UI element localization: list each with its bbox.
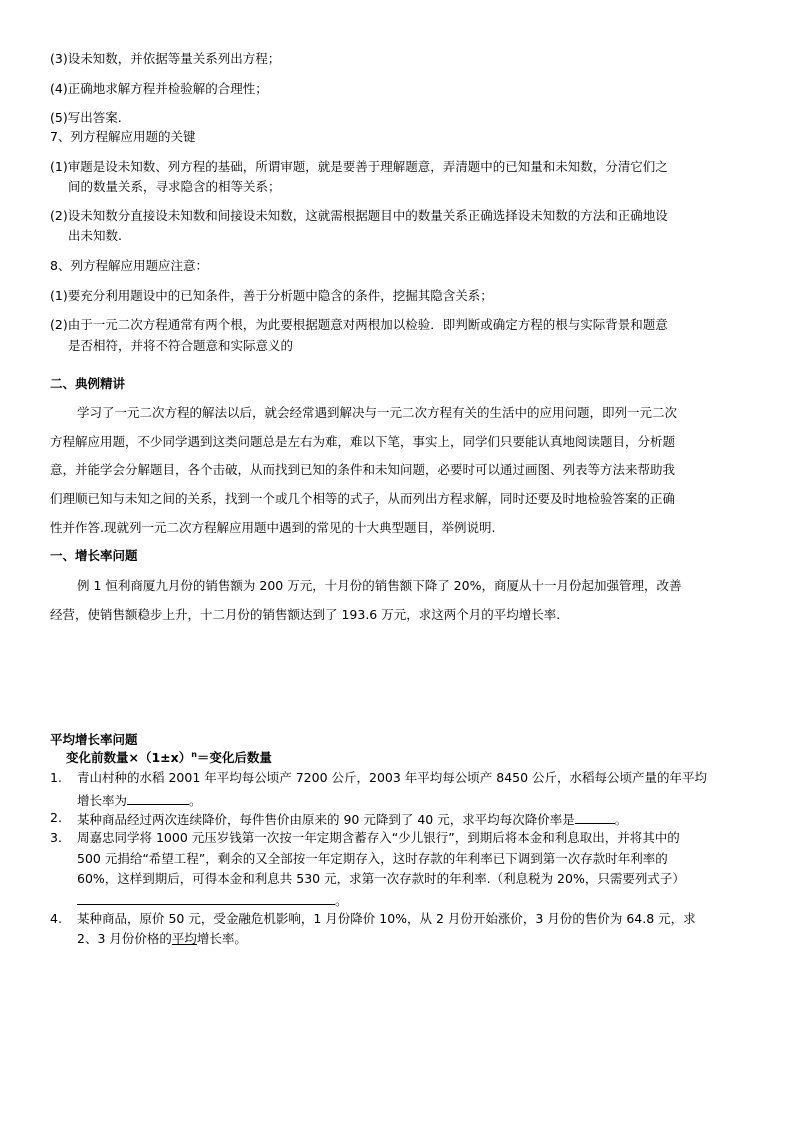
problem-1-end: 。 — [189, 793, 202, 808]
problem-2-text: 某种商品经过两次连续降价，每件售价由原来的 90 元降到了 40 元，求平均每次降价率是 — [77, 812, 575, 827]
problem-3-line-4 — [77, 891, 348, 909]
problem-1-line-1: 青山村种的水稻 2001 年平均每公顷产 7200 公斤，2003 年平均每公顷产 8450 公斤，水稻每公顷产量的年平均 — [77, 770, 708, 785]
formula-left: 变化前数量×（1±x） — [66, 750, 192, 765]
intro-line-4: 们理顺已知与未知之间的关系，找到一个或几个相等的式子，从而列出方程求解，同时还要及时地检验答案的正确 — [50, 491, 676, 506]
problem-4-line-2 — [77, 931, 247, 947]
problem-4-number: 4. — [50, 911, 62, 926]
note-2-line-2: 是否相符，并将不符合题意和实际意义的 — [68, 338, 294, 353]
growth-heading: 一、增长率问题 — [50, 548, 138, 563]
problem-1-text: 增长率为 — [77, 793, 128, 808]
step-4: (4)正确地求解方程并检验解的合理性； — [50, 81, 268, 96]
key-point-1-line-2: 间的数量关系，寻求隐含的相等关系； — [68, 179, 281, 194]
answer-blank — [127, 791, 189, 805]
intro-line-2: 方程解应用题，不少同学遇到这类问题总是左右为难，难以下笔，事实上，同学们只要能认真地阅读题目，分析题 — [50, 434, 676, 449]
problem-4-text: 2、3 月份价格的 — [77, 931, 172, 946]
problem-2-end: 。 — [614, 812, 628, 827]
avg-heading: 平均增长率问题 — [50, 732, 138, 747]
problem-4-line-1: 某种商品，原价 50 元，受金融危机影响，1 月份降价 10%，从 2 月份开始涨价，3 月份的售价为 64.8 元，求 — [77, 911, 696, 926]
problem-3-line-2: 500 元捐给“希望工程”，剩余的又全部按一年定期存入，这时存款的年利率已下调到第一次存款时年利率的 — [77, 851, 668, 866]
step-3: (3)设未知数，并依据等量关系列出方程； — [50, 51, 281, 66]
formula-exponent: n — [191, 750, 197, 759]
note-1: (1)要充分利用题设中的已知条件，善于分析题中隐含的条件，挖掘其隐含关系； — [50, 288, 493, 303]
key-point-2-line-1: (2)设未知数分直接设未知数和间接设未知数，这就需根据题目中的数量关系正确选择设未知数的方法和正确地设 — [50, 208, 668, 223]
key-point-2-line-2: 出未知数. — [68, 228, 122, 243]
intro-line-5: 性并作答.现就列一元二次方程解应用题中遇到的常见的十大典型题目，举例说明. — [50, 520, 496, 535]
problem-2-line-1 — [77, 810, 627, 828]
intro-line-3: 意，并能学会分解题目，各个击破，从而找到已知的条件和未知问题，必要时可以通过画图、列表等方法来帮助我 — [50, 462, 676, 477]
section-8-title: 8、列方程解应用题应注意： — [50, 258, 208, 273]
intro-line-1: 学习了一元二次方程的解法以后，就会经常遇到解决与一元二次方程有关的生活中的应用问题，即列一元二次 — [77, 405, 678, 420]
problem-4-underlined: 平均 — [171, 931, 197, 946]
problem-3-end: 。 — [335, 893, 348, 908]
problem-2-number: 2. — [50, 810, 62, 825]
examples-heading: 二、典例精讲 — [50, 376, 126, 391]
answer-blank — [575, 810, 615, 824]
example-1-line-2: 经营，使销售额稳步上升，十二月份的销售额达到了 193.6 万元，求这两个月的平均增长率. — [50, 607, 561, 622]
example-1-line-1: 例 1 恒利商厦九月份的销售额为 200 万元，十月份的销售额下降了 20%，商厦从十一月份起加强管理，改善 — [77, 578, 682, 593]
note-2-line-1: (2)由于一元二次方程通常有两个根，为此要根据题意对两根加以检验．即判断或确定方程的根与实际背景和题意 — [50, 317, 668, 332]
problem-3-line-3: 60%，这样到期后，可得本金和利息共 530 元，求第一次存款时的年利率.（利息税为 20%，只需要列式子） — [77, 871, 685, 886]
section-7-title: 7、列方程解应用题的关键 — [50, 129, 196, 144]
problem-3-line-1: 周嘉忠同学将 1000 元压岁钱第一次按一年定期含蓄存入“少儿银行”，到期后将本金和利息取出，并将其中的 — [77, 830, 680, 845]
problem-1-line-2 — [77, 791, 202, 809]
step-5: (5)写出答案. — [50, 110, 122, 125]
problem-4-end: 增长率。 — [196, 931, 247, 946]
problem-3-number: 3. — [50, 830, 62, 845]
answer-blank — [77, 891, 335, 905]
formula-right: ＝变化后数量 — [196, 750, 272, 765]
problem-1-number: 1. — [50, 770, 62, 785]
key-point-1-line-1: (1)审题是设未知数、列方程的基础，所谓审题，就是要善于理解题意，弄清题中的已知量和未知数，分清它们之 — [50, 159, 668, 174]
formula — [66, 750, 272, 766]
